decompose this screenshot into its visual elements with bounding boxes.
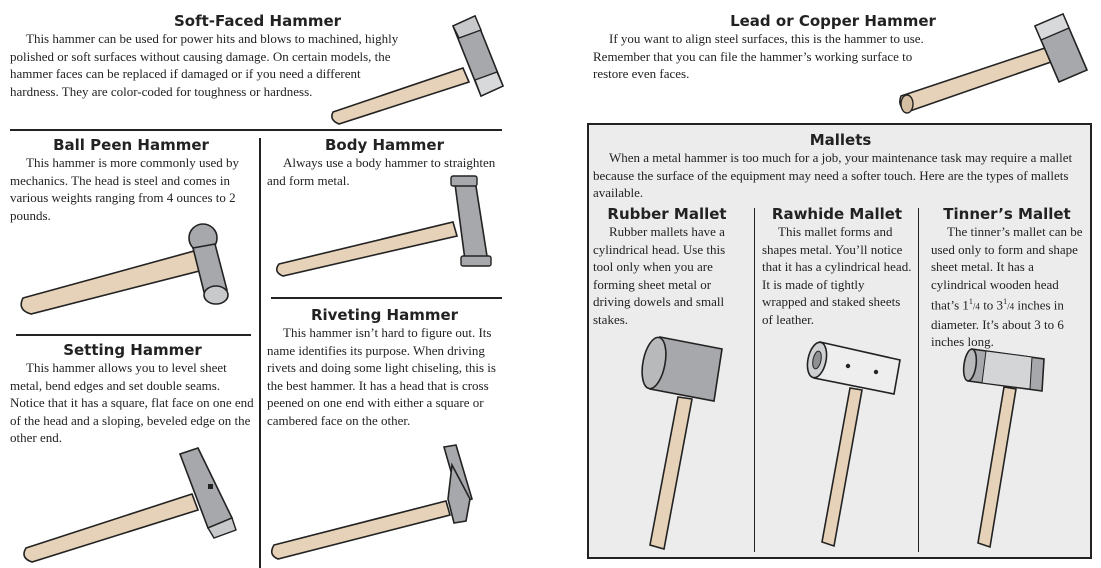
setting-body: This hammer allows you to level sheet metal, bend edges and set double seams. Notice that it has a square, flat face on one end of the head and a sloping, beveled edge on the other end. [10, 360, 254, 445]
riveting-body: This hammer isn’t hard to figure out. Its name identifies its purpose. When driving rivets and doing some light chiseling, this is the best hammer. It has a head that is cross peened on one end with either a square or cambered face on the other. [267, 325, 496, 428]
divider-riveting [271, 297, 502, 299]
divider-vertical-left [259, 138, 261, 568]
rawhide-mallet-icon [800, 338, 910, 548]
mallets-header [593, 131, 1088, 202]
tinners-section [931, 205, 1083, 351]
mallets-intro: When a metal hammer is too much for a job, your maintenance task may require a mallet because the surface of the equipment may need a softer touch. Here are the types of mallets available. [593, 150, 1073, 200]
rubber-mallet-icon [628, 335, 738, 550]
setting-section [10, 341, 255, 447]
soft-faced-body: This hammer can be used for power hits and blows to machined, highly polished or soft surfaces without causing damage. On certain models, the hammer faces can be replaced if damaged or if you need a different hardness. They are color-coded for toughness or hardness. [10, 31, 399, 99]
tinners-frac2-num: 1 [1003, 297, 1008, 306]
riveting-title: Riveting Hammer [310, 306, 459, 324]
riveting-section [267, 306, 502, 429]
soft-faced-title: Soft-Faced Hammer [173, 12, 342, 30]
rubber-section [593, 205, 741, 328]
lead-copper-hammer-icon [895, 8, 1095, 118]
lead-copper-title: Lead or Copper Hammer [730, 12, 936, 30]
lead-copper-body: If you want to align steel surfaces, this is the hammer to use. Remember that you can file the hammer’s working surface to restore even faces. [593, 31, 924, 81]
divider-vertical-mallet1 [754, 208, 755, 552]
tinners-body-a: The tinner’s mallet can be used only to form and shape sheet metal. It has a cylindrical wooden head that’s 1 [931, 224, 1083, 313]
divider-vertical-mallet2 [918, 208, 919, 552]
setting-title: Setting Hammer [63, 341, 202, 359]
tinners-title: Tinner’s Mallet [943, 205, 1071, 223]
tinners-frac1-num: 1 [968, 297, 973, 306]
tinners-body-c: inches in diameter. It’s about 3 to 6 inches long. [931, 297, 1064, 350]
setting-hammer-icon [22, 448, 247, 568]
ball-peen-body: This hammer is more commonly used by mechanics. The head is steel and comes in various weights ranging from 4 ounces to 2 pounds. [10, 155, 240, 223]
ball-peen-title: Ball Peen Hammer [53, 136, 209, 154]
tinners-frac2-den: /4 [1007, 301, 1015, 312]
rawhide-title: Rawhide Mallet [771, 205, 903, 223]
rubber-body: Rubber mallets have a cylindrical head. Use this tool only when you are forming sheet metal or driving dowels and small stakes. [593, 224, 726, 327]
rubber-title: Rubber Mallet [607, 205, 727, 223]
body-hammer-icon [275, 176, 500, 276]
rawhide-section [762, 205, 912, 328]
body-hammer-title: Body Hammer [325, 136, 444, 154]
lead-copper-section [593, 12, 936, 83]
soft-faced-hammer-icon [325, 8, 525, 128]
tinners-mallet-icon [962, 343, 1062, 548]
divider-setting [16, 334, 251, 336]
ball-peen-hammer-icon [15, 218, 245, 318]
riveting-hammer-icon [270, 445, 485, 565]
tinners-body [931, 223, 1083, 351]
tinners-frac1-den: /4 [972, 301, 980, 312]
mallets-title: Mallets [809, 131, 872, 149]
ball-peen-section [10, 136, 252, 224]
divider-top-left [10, 129, 502, 131]
body-hammer-body: Always use a body hammer to straighten and form metal. [267, 155, 496, 188]
rawhide-body: This mallet forms and shapes metal. You’ll notice that it has a cylindrical head. It is made of tightly wrapped and staked sheets of leather. [762, 224, 912, 327]
tinners-body-b: to 3 [979, 297, 1004, 313]
